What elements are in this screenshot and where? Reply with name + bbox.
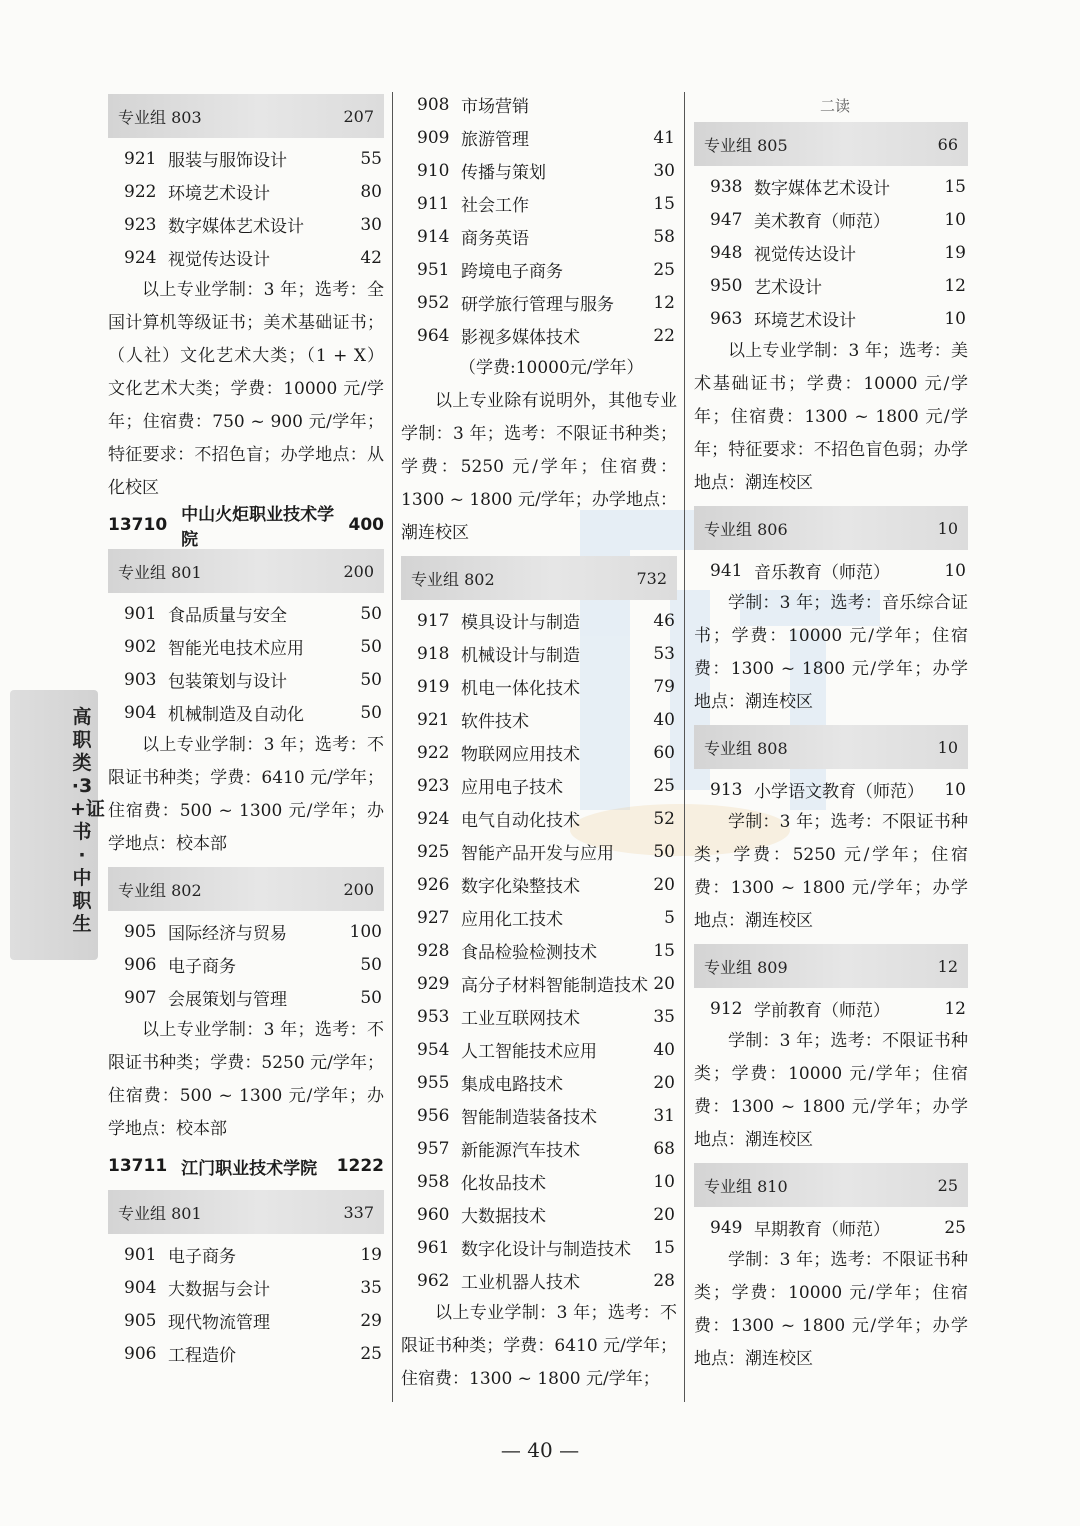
group-header	[108, 94, 384, 138]
group-header	[694, 506, 968, 550]
major-count: 30	[360, 214, 382, 235]
major-name: 视觉传达设计	[168, 250, 270, 270]
major-name: 数字化设计与制造技术	[461, 1240, 631, 1260]
page-number: — 40 —	[500, 1438, 580, 1462]
major-code: 907	[124, 987, 157, 1008]
major-count: 50	[360, 954, 382, 975]
school-heading	[108, 1148, 384, 1184]
major-row	[401, 670, 677, 703]
major-row	[401, 121, 677, 154]
major-code: 908	[417, 94, 450, 115]
major-code: 960	[417, 1204, 450, 1225]
major-name: 应用化工技术	[461, 910, 563, 930]
school-code: 13711	[108, 1156, 168, 1176]
major-count: 12	[653, 292, 675, 313]
group-label: 专业组 801	[118, 562, 202, 582]
major-code: 917	[417, 610, 450, 631]
group-note: 学制：3 年；选考：不限证书种类；学费：5250 元/学年；住宿费：1300 ~ 1800 元/学年；办学地点：潮连校区	[694, 812, 968, 931]
major-count: 50	[360, 669, 382, 690]
group-header	[108, 549, 384, 593]
major-code: 904	[124, 702, 157, 723]
major-row	[108, 241, 384, 274]
major-row	[694, 269, 968, 302]
major-count: 10	[944, 560, 966, 581]
major-name: 包装策划与设计	[168, 672, 287, 692]
major-count: 25	[653, 775, 675, 796]
group-note: 学制：3 年；选考：不限证书种类；学费：10000 元/学年；住宿费：1300 ~ 1800 元/学年；办学地点：潮连校区	[694, 1250, 968, 1369]
major-name: 音乐教育（师范）	[754, 563, 890, 583]
major-code: 912	[710, 998, 743, 1019]
group-label: 专业组 806	[704, 519, 788, 539]
major-name: 智能产品开发与应用	[461, 844, 614, 864]
major-name: 电气自动化技术	[461, 811, 580, 831]
major-name: 小学语文教育（师范）	[754, 782, 924, 802]
group-header	[694, 1163, 968, 1207]
major-name: 机械制造及自动化	[168, 705, 304, 725]
major-code: 913	[710, 779, 743, 800]
major-list	[401, 604, 677, 1297]
column-1	[108, 88, 384, 1370]
column-divider	[392, 92, 393, 1402]
major-code: 952	[417, 292, 450, 313]
major-count: 10	[944, 209, 966, 230]
major-code: 953	[417, 1006, 450, 1027]
major-row	[401, 1066, 677, 1099]
side-category-label: 高职类·3+证书·中职生	[70, 706, 105, 935]
major-row	[401, 1033, 677, 1066]
major-row	[108, 981, 384, 1014]
major-name: 食品检验检测技术	[461, 943, 597, 963]
major-name: 跨境电子商务	[461, 262, 563, 282]
group-header	[694, 944, 968, 988]
major-count: 20	[653, 973, 675, 994]
major-count: 15	[653, 1237, 675, 1258]
group-count: 12	[937, 956, 958, 976]
major-count: 25	[360, 1343, 382, 1364]
major-count: 35	[653, 1006, 675, 1027]
major-code: 955	[417, 1072, 450, 1093]
major-name: 化妆品技术	[461, 1174, 546, 1194]
major-name: 软件技术	[461, 712, 529, 732]
major-count: 10	[944, 308, 966, 329]
tuition-note: （学费:10000元/学年）	[459, 358, 644, 378]
major-count: 35	[360, 1277, 382, 1298]
major-code: 921	[124, 148, 157, 169]
major-row	[108, 597, 384, 630]
major-row	[108, 175, 384, 208]
major-name: 电子商务	[168, 957, 236, 977]
major-name: 集成电路技术	[461, 1075, 563, 1095]
major-code: 905	[124, 1310, 157, 1331]
major-count: 22	[653, 325, 675, 346]
major-code: 923	[124, 214, 157, 235]
major-count: 79	[653, 676, 675, 697]
group-label: 专业组 802	[118, 880, 202, 900]
major-code: 909	[417, 127, 450, 148]
major-code: 919	[417, 676, 450, 697]
major-row	[108, 696, 384, 729]
major-count: 50	[360, 987, 382, 1008]
major-count: 53	[653, 643, 675, 664]
major-code: 961	[417, 1237, 450, 1258]
major-name: 商务英语	[461, 229, 529, 249]
group-header	[694, 122, 968, 166]
major-code: 926	[417, 874, 450, 895]
major-name: 现代物流管理	[168, 1313, 270, 1333]
major-name: 数字媒体艺术设计	[754, 179, 890, 199]
major-count: 10	[653, 1171, 675, 1192]
major-code: 923	[417, 775, 450, 796]
major-row	[401, 1264, 677, 1297]
major-row	[401, 1099, 677, 1132]
major-row	[108, 663, 384, 696]
major-code: 910	[417, 160, 450, 181]
major-code: 918	[417, 643, 450, 664]
major-count: 20	[653, 1072, 675, 1093]
group-label: 专业组 801	[118, 1203, 202, 1223]
major-code: 906	[124, 954, 157, 975]
group-header	[108, 1190, 384, 1234]
major-name: 旅游管理	[461, 130, 529, 150]
major-name: 视觉传达设计	[754, 245, 856, 265]
major-name: 智能光电技术应用	[168, 639, 304, 659]
group-count: 337	[343, 1202, 374, 1222]
group-label: 专业组 803	[118, 107, 202, 127]
major-name: 影视多媒体技术	[461, 328, 580, 348]
column-2	[401, 88, 677, 1396]
major-name: 应用电子技术	[461, 778, 563, 798]
major-row	[401, 637, 677, 670]
major-count: 40	[653, 709, 675, 730]
major-row	[108, 948, 384, 981]
major-code: 964	[417, 325, 450, 346]
major-row	[401, 154, 677, 187]
major-code: 905	[124, 921, 157, 942]
major-row	[401, 604, 677, 637]
major-code: 963	[710, 308, 743, 329]
major-row	[694, 992, 968, 1025]
major-count: 20	[653, 874, 675, 895]
major-code: 949	[710, 1217, 743, 1238]
major-row	[401, 967, 677, 1000]
major-name: 工业互联网技术	[461, 1009, 580, 1029]
major-row	[108, 1271, 384, 1304]
major-code: 948	[710, 242, 743, 263]
major-code: 947	[710, 209, 743, 230]
group-header	[108, 867, 384, 911]
major-code: 903	[124, 669, 157, 690]
school-heading	[108, 505, 384, 550]
major-row	[401, 286, 677, 319]
major-name: 环境艺术设计	[754, 311, 856, 331]
major-count: 50	[360, 636, 382, 657]
major-code: 958	[417, 1171, 450, 1192]
major-row	[108, 630, 384, 663]
major-row	[401, 1165, 677, 1198]
group-label: 专业组 810	[704, 1176, 788, 1196]
major-row	[401, 835, 677, 868]
major-row	[401, 319, 677, 352]
major-count: 28	[653, 1270, 675, 1291]
major-code: 922	[124, 181, 157, 202]
major-code: 911	[417, 193, 450, 214]
major-count: 5	[664, 907, 675, 928]
major-row	[401, 1231, 677, 1264]
major-row	[401, 88, 677, 121]
major-name: 环境艺术设计	[168, 184, 270, 204]
major-name: 新能源汽车技术	[461, 1141, 580, 1161]
major-row	[401, 1000, 677, 1033]
major-count: 42	[360, 247, 382, 268]
group-count: 207	[343, 106, 374, 126]
major-code: 921	[417, 709, 450, 730]
major-row	[401, 736, 677, 769]
major-count: 20	[653, 1204, 675, 1225]
major-row	[108, 142, 384, 175]
group-note: 学制：3 年；选考：不限证书种类；学费：10000 元/学年；住宿费：1300 ~ 1800 元/学年；办学地点：潮连校区	[694, 1031, 968, 1150]
group-note: 以上专业除有说明外，其他专业学制：3 年；选考：不限证书种类；学费：5250 元/学年；住宿费：1300 ~ 1800 元/学年；办学地点：潮连校区	[401, 391, 677, 543]
group-label: 专业组 802	[411, 569, 495, 589]
major-row	[401, 703, 677, 736]
major-name: 数字化染整技术	[461, 877, 580, 897]
major-row	[694, 1211, 968, 1244]
group-note: 以上专业学制：3 年；选考：不限证书种类；学费：6410 元/学年；住宿费：1300 ~ 1800 元/学年；	[401, 1303, 677, 1389]
major-code: 941	[710, 560, 743, 581]
major-name: 市场营销	[461, 97, 529, 117]
major-name: 大数据与会计	[168, 1280, 270, 1300]
major-code: 954	[417, 1039, 450, 1060]
major-count: 25	[653, 259, 675, 280]
major-count: 80	[360, 181, 382, 202]
group-label: 专业组 808	[704, 738, 788, 758]
major-count: 29	[360, 1310, 382, 1331]
group-note: 以上专业学制：3 年；选考：不限证书种类；学费：6410 元/学年；住宿费：500 ~ 1300 元/学年；办学地点：校本部	[108, 735, 384, 854]
major-row	[401, 187, 677, 220]
major-row	[401, 1132, 677, 1165]
major-row	[694, 170, 968, 203]
group-count: 200	[343, 561, 374, 581]
major-code: 925	[417, 841, 450, 862]
major-name: 大数据技术	[461, 1207, 546, 1227]
major-code: 922	[417, 742, 450, 763]
column-divider	[684, 92, 685, 1402]
major-count: 58	[653, 226, 675, 247]
group-count: 10	[937, 737, 958, 757]
school-code: 13710	[108, 515, 168, 535]
major-code: 951	[417, 259, 450, 280]
major-code: 928	[417, 940, 450, 961]
major-code: 929	[417, 973, 450, 994]
major-count: 15	[944, 176, 966, 197]
major-row	[401, 1198, 677, 1231]
major-name: 会展策划与管理	[168, 990, 287, 1010]
major-count: 50	[653, 841, 675, 862]
major-count: 12	[944, 998, 966, 1019]
major-code: 956	[417, 1105, 450, 1126]
group-label: 专业组 805	[704, 135, 788, 155]
major-name: 数字媒体艺术设计	[168, 217, 304, 237]
major-row	[401, 868, 677, 901]
major-row	[401, 802, 677, 835]
major-count: 19	[944, 242, 966, 263]
major-row	[694, 236, 968, 269]
group-count: 25	[937, 1175, 958, 1195]
major-name: 电子商务	[168, 1247, 236, 1267]
major-count: 31	[653, 1105, 675, 1126]
major-row	[401, 934, 677, 967]
group-count: 10	[937, 518, 958, 538]
major-row	[401, 769, 677, 802]
major-name: 机械设计与制造	[461, 646, 580, 666]
major-name: 物联网应用技术	[461, 745, 580, 765]
major-name: 食品质量与安全	[168, 606, 287, 626]
major-count: 50	[360, 603, 382, 624]
major-code: 950	[710, 275, 743, 296]
major-code: 901	[124, 1244, 157, 1265]
group-count: 732	[636, 568, 667, 588]
major-count: 15	[653, 940, 675, 961]
major-code: 914	[417, 226, 450, 247]
major-code: 927	[417, 907, 450, 928]
school-name: 江门职业技术学院	[181, 1158, 318, 1179]
major-name: 早期教育（师范）	[754, 1220, 890, 1240]
major-count: 40	[653, 1039, 675, 1060]
major-code: 962	[417, 1270, 450, 1291]
school-count: 1222	[336, 1156, 384, 1176]
major-name: 模具设计与制造	[461, 613, 580, 633]
major-code: 938	[710, 176, 743, 197]
group-count: 66	[937, 134, 958, 154]
group-label: 专业组 809	[704, 957, 788, 977]
major-row	[694, 773, 968, 806]
major-code: 902	[124, 636, 157, 657]
major-row	[401, 901, 677, 934]
group-count: 200	[343, 879, 374, 899]
major-row	[694, 203, 968, 236]
major-name: 人工智能技术应用	[461, 1042, 597, 1062]
major-name: 学前教育（师范）	[754, 1001, 890, 1021]
school-name: 中山火炬职业技术学院	[181, 505, 335, 550]
school-count: 400	[348, 515, 384, 535]
group-header	[694, 725, 968, 769]
major-row	[108, 1337, 384, 1370]
major-row	[108, 1238, 384, 1271]
major-row	[108, 915, 384, 948]
major-count: 100	[349, 921, 382, 942]
major-row	[401, 220, 677, 253]
major-name: 美术教育（师范）	[754, 212, 890, 232]
major-code: 957	[417, 1138, 450, 1159]
major-row	[694, 554, 968, 587]
major-count: 30	[653, 160, 675, 181]
group-note: 以上专业学制：3 年；选考：美术基础证书；学费：10000 元/学年；住宿费：1300 ~ 1800 元/学年；特征要求：不招色盲色弱；办学地点：潮连校区	[694, 341, 968, 493]
major-name: 高分子材料智能制造技术	[461, 976, 648, 996]
group-note: 以上专业学制：3 年；选考：全国计算机等级证书；美术基础证书；（人社）文化艺术大类；（1 + X）文化艺术大类；学费：10000 元/学年；住宿费：750 ~ 900 元/学年；特征要求：不招色盲；办学地点：从化校区	[108, 280, 384, 498]
major-row	[108, 208, 384, 241]
column-3	[694, 88, 968, 1376]
major-code: 906	[124, 1343, 157, 1364]
major-code: 924	[124, 247, 157, 268]
major-name: 智能制造装备技术	[461, 1108, 597, 1128]
major-count: 15	[653, 193, 675, 214]
major-count: 10	[944, 779, 966, 800]
top-cut-text: 二读	[820, 97, 851, 113]
major-row	[108, 1304, 384, 1337]
side-category-tab	[10, 690, 105, 960]
major-count: 68	[653, 1138, 675, 1159]
group-note: 以上专业学制：3 年；选考：不限证书种类；学费：5250 元/学年；住宿费：500 ~ 1300 元/学年；办学地点：校本部	[108, 1020, 384, 1139]
major-name: 艺术设计	[754, 278, 822, 298]
major-count: 12	[944, 275, 966, 296]
major-count: 41	[653, 127, 675, 148]
major-name: 传播与策划	[461, 163, 546, 183]
major-name: 社会工作	[461, 196, 529, 216]
major-count: 55	[360, 148, 382, 169]
major-name: 国际经济与贸易	[168, 924, 287, 944]
major-name: 机电一体化技术	[461, 679, 580, 699]
major-code: 901	[124, 603, 157, 624]
group-header	[401, 556, 677, 600]
major-row	[694, 302, 968, 335]
major-name: 服装与服饰设计	[168, 151, 287, 171]
major-count: 19	[360, 1244, 382, 1265]
major-name: 工业机器人技术	[461, 1273, 580, 1293]
major-count: 46	[653, 610, 675, 631]
major-code: 924	[417, 808, 450, 829]
major-name: 研学旅行管理与服务	[461, 295, 614, 315]
major-count: 60	[653, 742, 675, 763]
major-count: 52	[653, 808, 675, 829]
major-row	[401, 253, 677, 286]
major-count: 50	[360, 702, 382, 723]
group-note: 学制：3 年；选考：音乐综合证书；学费：10000 元/学年；住宿费：1300 ~ 1800 元/学年；办学地点：潮连校区	[694, 593, 968, 712]
major-name: 工程造价	[168, 1346, 236, 1366]
major-count: 25	[944, 1217, 966, 1238]
major-code: 904	[124, 1277, 157, 1298]
